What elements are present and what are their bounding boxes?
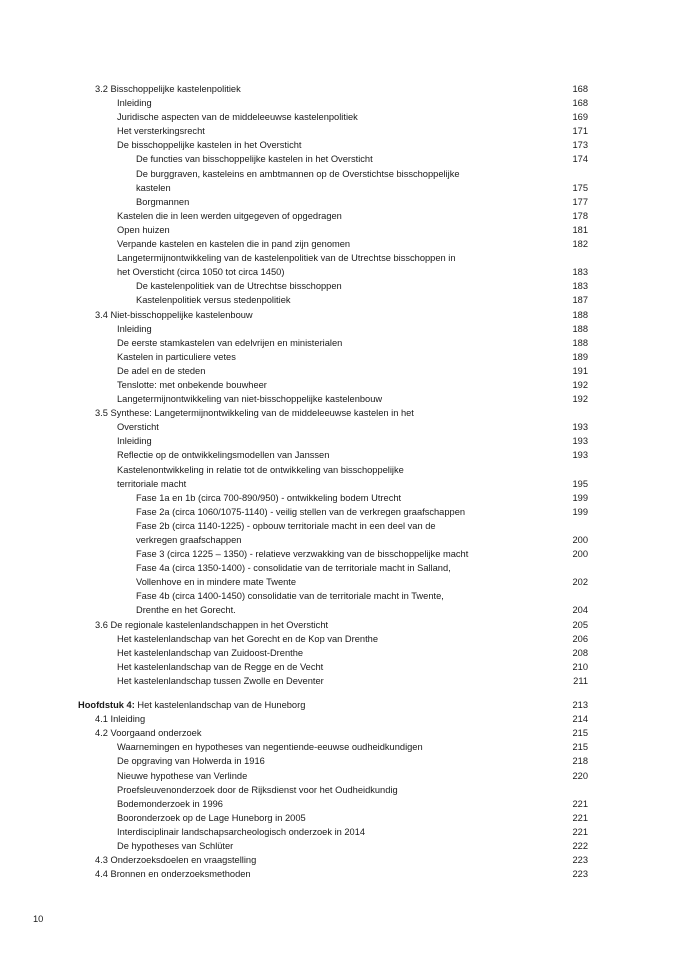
toc-entry-title: Inleiding	[117, 323, 152, 334]
toc-entry-title: Het kastelenlandschap tussen Zwolle en Deventer	[117, 675, 324, 686]
toc-entry	[0, 533, 680, 547]
toc-entry	[0, 336, 680, 350]
toc-entry-page: 204	[572, 605, 588, 616]
toc-entry-page: 213	[572, 700, 588, 711]
toc-entry	[0, 237, 680, 251]
toc-entry-page: 223	[572, 855, 588, 866]
toc-entry-page: 221	[572, 826, 588, 837]
toc-entry-page: 205	[572, 619, 588, 630]
toc-entry-title: De functies van bisschoppelijke kastelen in het Oversticht	[136, 154, 373, 165]
toc-entry-title: De hypotheses van Schlüter	[117, 840, 234, 851]
toc-entry-title: Verpande kastelen en kastelen die in pand zijn genomen	[117, 239, 351, 250]
toc-entry-page: 183	[572, 281, 588, 292]
toc-entry-page: 188	[572, 323, 588, 334]
toc-entry-title: het Oversticht (circa 1050 tot circa 1450)	[117, 267, 285, 278]
toc-entry-title: Het kastelenlandschap van de Regge en de Vecht	[117, 661, 324, 672]
toc-entry-title: kastelen	[136, 182, 171, 193]
toc-entry	[0, 110, 680, 124]
toc-entry	[0, 138, 680, 152]
toc-entry-page: 174	[572, 154, 588, 165]
toc-entry	[0, 181, 680, 195]
toc-gap	[0, 688, 680, 698]
toc-entry-title: 4.4 Bronnen en onderzoeksmethoden	[95, 869, 251, 880]
toc-entry-page: 221	[572, 812, 588, 823]
toc-entry-title: verkregen graafschappen	[136, 535, 242, 545]
toc-entry-page: 168	[572, 98, 588, 109]
toc-entry	[0, 575, 680, 589]
toc-entry-title: Kastelenpolitiek versus stedenpolitiek	[136, 295, 291, 306]
toc-entry	[0, 209, 680, 223]
toc-entry-title: Het kastelenlandschap van Zuidoost-Drenthe	[117, 647, 304, 658]
toc-entry	[0, 96, 680, 110]
toc-entry	[0, 769, 680, 783]
toc-entry-title: 3.6 De regionale kastelenlandschappen in het Oversticht	[95, 619, 329, 630]
toc-entry-page: 221	[572, 798, 588, 809]
toc-entry-title: Langetermijnontwikkeling van de kastelenpolitiek van de Utrechtse bisschoppen in	[117, 253, 456, 264]
toc-entry-title: 3.4 Niet-bisschoppelijke kastelenbouw	[95, 309, 253, 320]
toc-entry-title: 4.2 Voorgaand onderzoek	[95, 728, 202, 739]
toc-entry	[0, 82, 680, 96]
toc-entry-title: Het kastelenlandschap van het Gorecht en de Kop van Drenthe	[117, 633, 378, 644]
toc-entry-page: 200	[572, 535, 588, 545]
toc-entry-title: territoriale macht	[117, 478, 187, 489]
toc-entry-title: Fase 3 (circa 1225 – 1350) - relatieve verzwakking van de bisschoppelijke macht	[136, 549, 469, 560]
toc-entry-page: 188	[572, 337, 588, 348]
toc-entry	[0, 811, 680, 825]
toc-entry-page: 223	[572, 869, 588, 880]
toc-entry-page: 191	[572, 365, 588, 376]
toc-entry-title: Inleiding	[117, 98, 152, 109]
toc-entry-page: 182	[572, 239, 588, 250]
toc-entry-title: Tenslotte: met onbekende bouwheer	[117, 379, 267, 390]
toc-entry-title: Juridische aspecten van de middeleeuwse kastelenpolitiek	[117, 112, 358, 123]
toc-entry	[0, 223, 680, 237]
toc-entry-title: Vollenhove en in mindere mate Twente	[136, 577, 297, 588]
toc-entry-page: 178	[572, 210, 588, 221]
toc-entry-title: Reflectie op de ontwikkelingsmodellen van Janssen	[117, 450, 330, 461]
toc-entry-page: 188	[572, 309, 588, 320]
toc-entry-title: Oversticht	[117, 422, 159, 433]
toc-entry-title: 4.3 Onderzoeksdoelen en vraagstelling	[95, 855, 257, 866]
toc-entry-page: 183	[572, 267, 588, 278]
toc-entry-title: Waarnemingen en hypotheses van negentiende-eeuwse oudheidkundigen	[117, 742, 423, 753]
toc-entry-page: 218	[572, 756, 588, 767]
toc-entry-title: De bisschoppelijke kastelen in het Oversticht	[117, 140, 302, 151]
toc-entry-title: Bodemonderzoek in 1996	[117, 798, 223, 809]
toc-entry-title: Inleiding	[117, 436, 152, 447]
toc-entry-title: Langetermijnontwikkeling van niet-bisschoppelijke kastelenbouw	[117, 394, 383, 405]
toc-entry-page: 211	[573, 675, 588, 686]
toc-entry-page: 215	[572, 742, 588, 753]
toc-entry-title: 3.5 Synthese: Langetermijnontwikkeling van de middeleeuwse kastelen in het	[95, 408, 414, 419]
toc-entry	[0, 754, 680, 768]
toc-entry-page: 215	[572, 728, 588, 739]
toc-entry	[0, 251, 680, 265]
toc-entry-page: 210	[572, 661, 588, 672]
toc-entry	[0, 646, 680, 660]
toc-entry-title: Hoofdstuk 4: Het kastelenlandschap van de Huneborg	[78, 700, 306, 711]
toc-entry-page: 222	[572, 840, 588, 851]
toc-entry-page: 214	[572, 714, 588, 725]
toc-entry-page: 199	[572, 492, 588, 503]
toc-entry-title: 3.2 Bisschoppelijke kastelenpolitiek	[95, 84, 241, 94]
toc-entry	[0, 420, 680, 434]
toc-entry	[0, 853, 680, 867]
toc-entry	[0, 406, 680, 420]
toc-entry	[0, 603, 680, 617]
toc-entry	[0, 152, 680, 166]
toc-entry	[0, 632, 680, 646]
toc-entry	[0, 783, 680, 797]
toc-entry-title: De kastelenpolitiek van de Utrechtse bisschoppen	[136, 281, 342, 292]
toc-entry	[0, 378, 680, 392]
toc-entry	[0, 392, 680, 406]
toc-entry-title: De burggraven, kasteleins en ambtmannen op de Overstichtse bisschoppelijke	[136, 168, 460, 179]
toc-entry-title: Fase 2a (circa 1060/1075-1140) - veilig stellen van de verkregen graafschappen	[136, 506, 466, 517]
toc-entry	[0, 547, 680, 561]
toc-entry	[0, 660, 680, 674]
toc-entry	[0, 797, 680, 811]
toc-entry	[0, 124, 680, 138]
toc-entry-title: Drenthe en het Gorecht.	[136, 605, 236, 616]
chapter-label: Hoofdstuk 4:	[78, 700, 135, 711]
toc-entry	[0, 463, 680, 477]
toc-entry	[0, 712, 680, 726]
toc-entry-title: Booronderzoek op de Lage Huneborg in 2005	[117, 812, 306, 823]
toc-entry-page: 173	[572, 140, 588, 151]
toc-entry-page: 171	[572, 126, 588, 137]
toc-entry	[0, 434, 680, 448]
toc-entry	[0, 195, 680, 209]
toc-entry-page: 193	[572, 422, 588, 433]
toc-entry-title: De eerste stamkastelen van edelvrijen en ministerialen	[117, 337, 343, 348]
toc-entry	[0, 167, 680, 181]
toc-entry-title: Kastelen die in leen werden uitgegeven of opgedragen	[117, 210, 342, 221]
toc-entry-title: Proefsleuvenonderzoek door de Rijksdienst voor het Oudheidkundig	[117, 784, 398, 795]
toc-entry-title: Fase 4b (circa 1400-1450) consolidatie van de territoriale macht in Twente,	[136, 591, 444, 602]
toc-entry	[0, 448, 680, 462]
toc-entry-title: De adel en de steden	[117, 365, 206, 376]
toc-entry	[0, 308, 680, 322]
toc-entry-title: De opgraving van Holwerda in 1916	[117, 756, 265, 767]
toc-entry-page: 202	[572, 577, 588, 588]
toc-entry	[0, 839, 680, 853]
toc-entry	[0, 519, 680, 533]
toc-entry	[0, 505, 680, 519]
toc-entry-title: Kastelenontwikkeling in relatie tot de ontwikkeling van bisschoppelijke	[117, 464, 404, 475]
toc-entry	[0, 322, 680, 336]
page-number: 10	[33, 914, 44, 924]
toc-entry	[0, 589, 680, 603]
toc-entry-page: 187	[572, 295, 588, 306]
toc-entry-page: 206	[572, 633, 588, 644]
toc-entry-title: Open huizen	[117, 224, 170, 235]
toc-entry-page: 193	[572, 436, 588, 447]
toc-entry-page: 175	[572, 182, 588, 193]
toc-entry-page: 208	[572, 647, 588, 658]
toc-entry	[0, 350, 680, 364]
toc-entry-title: Interdisciplinair landschapsarcheologisch onderzoek in 2014	[117, 826, 366, 837]
toc-entry-title: Fase 2b (circa 1140-1225) - opbouw territoriale macht in een deel van de	[136, 520, 436, 531]
toc-entry-title: Fase 4a (circa 1350-1400) - consolidatie van de territoriale macht in Salland,	[136, 563, 451, 574]
toc-entry	[0, 561, 680, 575]
toc-entry	[0, 726, 680, 740]
toc-chapter-entry	[0, 698, 680, 712]
toc-entry	[0, 477, 680, 491]
toc-entry-page: 220	[572, 770, 588, 781]
toc-entry-title: Borgmannen	[136, 196, 190, 207]
toc-entry-page: 192	[572, 394, 588, 405]
toc-entry-page: 195	[572, 478, 588, 489]
toc-entry-page: 177	[572, 196, 588, 207]
toc-entry-title: Nieuwe hypothese van Verlinde	[117, 770, 248, 781]
toc-entry	[0, 491, 680, 505]
toc-entry-title: Het versterkingsrecht	[117, 126, 205, 137]
toc-entry-page: 200	[572, 549, 588, 560]
toc-entry	[0, 825, 680, 839]
toc-entry	[0, 279, 680, 293]
toc-entry-page: 181	[572, 224, 588, 235]
toc-entry	[0, 740, 680, 754]
toc-entry-title: 4.1 Inleiding	[95, 714, 146, 725]
toc-entry-page: 169	[572, 112, 588, 123]
toc-entry-page: 192	[572, 379, 588, 390]
toc-entry	[0, 265, 680, 279]
toc-entry	[0, 364, 680, 378]
toc-entry	[0, 618, 680, 632]
toc-entry-title: Kastelen in particuliere vetes	[117, 351, 236, 362]
toc-entry-page: 199	[572, 506, 588, 517]
toc-entry	[0, 867, 680, 881]
toc-entry	[0, 674, 680, 688]
toc-entry-page: 193	[572, 450, 588, 461]
toc-entry-page: 189	[572, 351, 588, 362]
toc-entry-title: Fase 1a en 1b (circa 700-890/950) - ontwikkeling bodem Utrecht	[136, 492, 402, 503]
table-of-contents	[0, 82, 680, 881]
toc-entry	[0, 293, 680, 307]
toc-entry-page: 168	[572, 84, 588, 94]
